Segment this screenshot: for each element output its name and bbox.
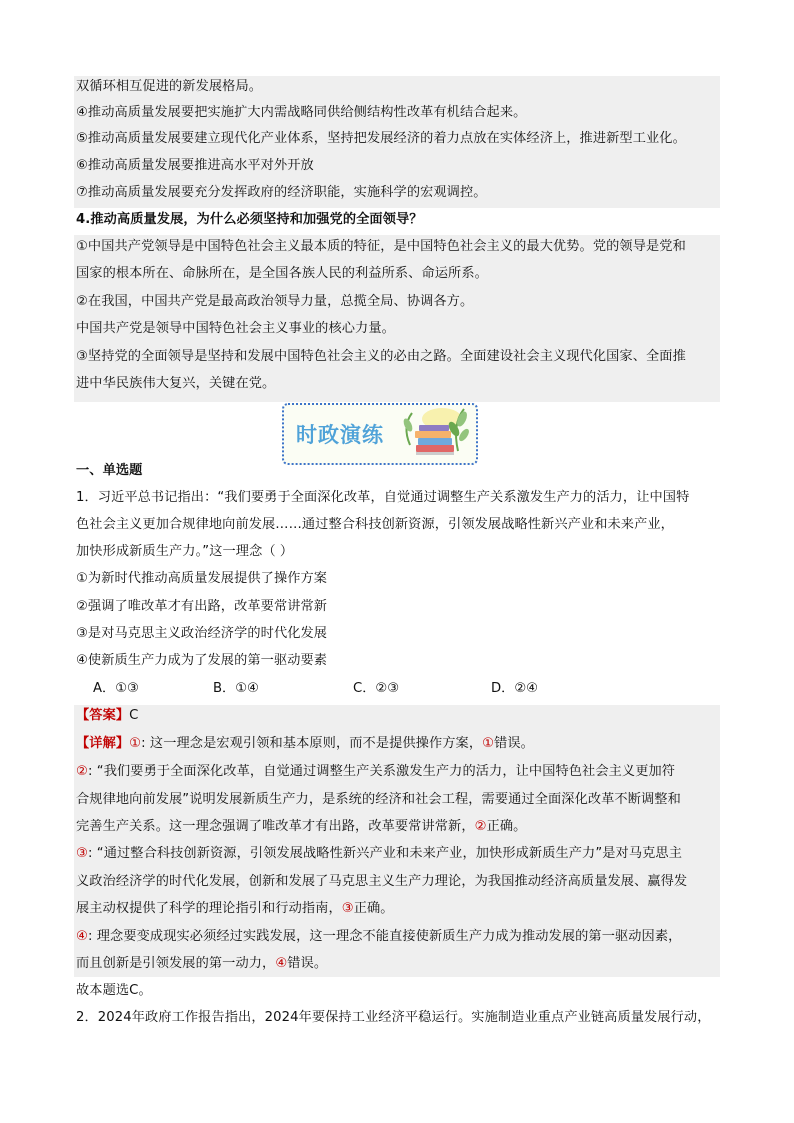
question-stem: 1．习近平总书记指出：“我们要勇于全面深化改革，自觉通过调整生产关系激发生产力的活力，让中国特 xyxy=(76,490,690,505)
section-banner xyxy=(282,403,478,465)
detail-line xyxy=(76,818,526,836)
question-stem: 色社会主义更加合规律地向前发展……通过整合科技创新资源，引领发展战略性新兴产业和未来产业， xyxy=(76,517,674,532)
text-line: ⑥推动高质量发展要推进高水平对外开放 xyxy=(76,158,314,173)
detail-label: 【详解】 xyxy=(76,736,130,751)
detail-text: 展主动权提供了科学的理论指引和行动指南， xyxy=(76,901,342,916)
statement-marker: ① xyxy=(482,736,495,751)
text-line: 国家的根本所在、命脉所在，是全国各族人民的利益所系、命运所系。 xyxy=(76,266,488,281)
text-line: 中国共产党是领导中国特色社会主义事业的核心力量。 xyxy=(76,321,395,336)
detail-text: : “通过整合科技创新资源，引领发展战略性新兴产业和未来产业，加快形成新质生产力”是对马克思主 xyxy=(87,846,682,861)
statement-marker: ② xyxy=(474,819,487,834)
text-line: ④推动高质量发展要把实施扩大内需战略同供给侧结构性改革有机结合起来。 xyxy=(76,105,527,120)
detail-line xyxy=(76,845,682,863)
answer-value: C xyxy=(129,708,139,723)
option-b[interactable]: B．①④ xyxy=(213,681,259,696)
question-stem: 2．2024年政府工作报告指出，2024年要保持工业经济平稳运行。实施制造业重点产业链高质量发展行动， xyxy=(76,1010,711,1025)
statement-item: ④使新质生产力成为了发展的第一驱动要素 xyxy=(76,653,328,668)
detail-verdict: 错误。 xyxy=(494,736,534,751)
books-plant-icon xyxy=(396,405,474,461)
detail-line: 义政治经济学的时代化发展，创新和发展了马克思主义生产力理论，为我国推动经济高质量发展、赢得发 xyxy=(76,874,688,889)
conclusion-line: 故本题选C。 xyxy=(76,983,152,998)
statement-marker: ③ xyxy=(76,846,88,861)
detail-line xyxy=(76,955,327,973)
detail-verdict: 错误。 xyxy=(287,956,328,971)
statement-marker: ④ xyxy=(76,929,88,944)
answer-label: 【答案】 xyxy=(76,708,130,723)
text-line: ②在我国，中国共产党是最高政治领导力量，总揽全局、协调各方。 xyxy=(76,294,474,309)
text-line: 进中华民族伟大复兴，关键在党。 xyxy=(76,376,276,391)
statement-marker: ④ xyxy=(275,956,288,971)
text-line: ⑤推动高质量发展要建立现代化产业体系，坚持把发展经济的着力点放在实体经济上，推进新型工业化。 xyxy=(76,131,686,146)
text-line: ⑦推动高质量发展要充分发挥政府的经济职能，实施科学的宏观调控。 xyxy=(76,185,487,200)
option-a[interactable]: A．①③ xyxy=(93,681,139,696)
detail-text: 完善生产关系。这一理念强调了唯改革才有出路，改革要常讲常新， xyxy=(76,819,475,834)
detail-line xyxy=(76,928,681,946)
question-stem: 加快形成新质生产力。”这一理念（ ） xyxy=(76,544,294,559)
detail-line: 合规律地向前发展”说明发展新质生产力，是系统的经济和社会工程，需要通过全面深化改革不断调整和 xyxy=(76,792,681,807)
option-d[interactable]: D．②④ xyxy=(491,681,538,696)
text-line: ①中国共产党领导是中国特色社会主义最本质的特征，是中国特色社会主义的最大优势。党的领导是党和 xyxy=(76,239,686,254)
answer-line xyxy=(76,707,138,725)
detail-line xyxy=(76,900,394,918)
detail-line xyxy=(76,735,534,753)
q4-title: 4.推动高质量发展，为什么必须坚持和加强党的全面领导？ xyxy=(76,212,423,227)
section-title: 一、单选题 xyxy=(76,463,143,478)
statement-item: ①为新时代推动高质量发展提供了操作方案 xyxy=(76,571,328,586)
detail-text: : 这一理念是宏观引领和基本原则，而不是提供操作方案， xyxy=(141,736,483,751)
text-line: 双循环相互促进的新发展格局。 xyxy=(76,79,263,94)
statement-marker: ① xyxy=(129,736,142,751)
statement-item: ②强调了唯改革才有出路，改革要常讲常新 xyxy=(76,599,328,614)
detail-verdict: 正确。 xyxy=(353,901,394,916)
detail-text: 而且创新是引领发展的第一动力， xyxy=(76,956,276,971)
option-c[interactable]: C．②③ xyxy=(353,681,400,696)
statement-marker: ③ xyxy=(341,901,354,916)
detail-text: : 理念要变成现实必须经过实践发展，这一理念不能直接使新质生产力成为推动发展的第一驱动因素， xyxy=(87,929,682,944)
statement-marker: ② xyxy=(76,764,88,779)
detail-text: : “我们要勇于全面深化改革，自觉通过调整生产关系激发生产力的活力，让中国特色社会主义更加符 xyxy=(87,764,676,779)
banner-title: 时政演练 xyxy=(296,423,384,447)
text-line: ③坚持党的全面领导是坚持和发展中国特色社会主义的必由之路。全面建设社会主义现代化国家、全面推 xyxy=(76,349,686,364)
detail-line xyxy=(76,763,675,781)
detail-verdict: 正确。 xyxy=(486,819,527,834)
statement-item: ③是对马克思主义政治经济学的时代化发展 xyxy=(76,626,328,641)
